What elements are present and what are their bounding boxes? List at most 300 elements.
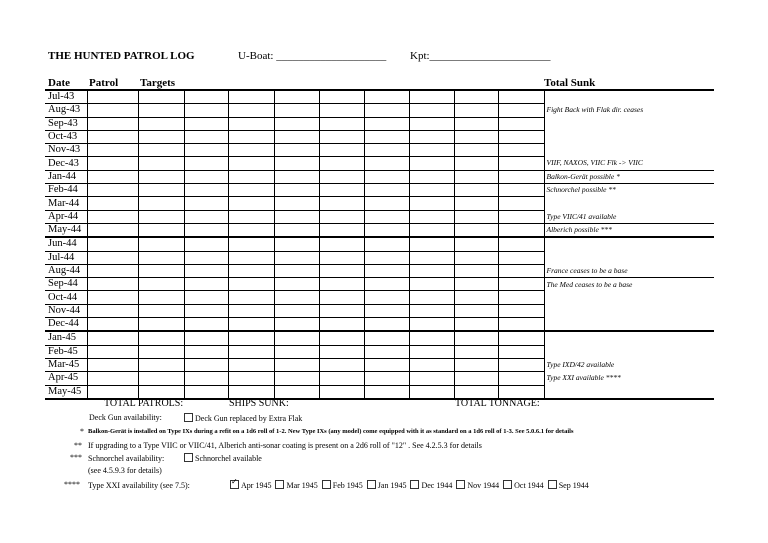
type-xxi-option-label: Mar 1945 [286,481,318,490]
patrol-cell[interactable] [87,130,138,143]
target-cell[interactable] [454,291,498,304]
type-xxi-checkbox[interactable] [322,480,331,489]
target-cell[interactable] [274,278,319,291]
deck-gun-checkbox[interactable] [184,413,193,422]
target-cell[interactable] [364,90,409,104]
target-cell[interactable] [409,90,454,104]
target-cell[interactable] [228,157,274,170]
target-cell[interactable] [454,184,498,197]
target-cell[interactable] [409,318,454,332]
target-cell[interactable] [274,304,319,317]
target-cell[interactable] [319,304,364,317]
type-xxi-checkbox[interactable] [503,480,512,489]
deck-gun-option[interactable] [184,413,302,423]
target-cell[interactable] [228,210,274,223]
target-cell[interactable] [454,144,498,157]
target-cell[interactable] [409,104,454,117]
target-cell[interactable] [274,237,319,251]
target-cell[interactable] [228,104,274,117]
target-cell[interactable] [498,237,544,251]
patrol-cell[interactable] [87,170,138,183]
target-cell[interactable] [498,278,544,291]
target-cell[interactable] [364,372,409,385]
target-cell[interactable] [498,358,544,371]
target-cell[interactable] [184,345,228,358]
target-cell[interactable] [364,144,409,157]
target-cell[interactable] [454,264,498,277]
target-cell[interactable] [364,170,409,183]
target-cell[interactable] [409,251,454,264]
target-cell[interactable] [274,345,319,358]
target-cell[interactable] [228,304,274,317]
target-cell[interactable] [364,291,409,304]
target-cell[interactable] [274,157,319,170]
target-cell[interactable] [364,157,409,170]
total-sunk-column-header: Total Sunk [544,77,596,89]
target-cell[interactable] [138,210,184,223]
patrol-cell[interactable] [87,304,138,317]
target-cell[interactable] [184,331,228,345]
log-date-cell: Dec-44 [45,318,87,332]
target-cell[interactable] [409,345,454,358]
log-row [45,358,714,371]
target-cell[interactable] [409,237,454,251]
log-note-cell [544,144,714,157]
target-cell[interactable] [319,90,364,104]
target-cell[interactable] [409,170,454,183]
target-cell[interactable] [184,237,228,251]
target-cell[interactable] [138,144,184,157]
target-cell[interactable] [454,372,498,385]
log-date-cell: Sep-44 [45,278,87,291]
target-cell[interactable] [319,345,364,358]
target-cell[interactable] [184,117,228,130]
target-cell[interactable] [138,345,184,358]
target-cell[interactable] [138,170,184,183]
patrol-cell[interactable] [87,251,138,264]
target-cell[interactable] [498,318,544,332]
patrol-cell[interactable] [87,104,138,117]
target-cell[interactable] [364,264,409,277]
log-row [45,278,714,291]
target-cell[interactable] [498,210,544,223]
target-cell[interactable] [274,372,319,385]
page-title: THE HUNTED PATROL LOG [48,50,195,62]
target-cell[interactable] [409,157,454,170]
target-cell[interactable] [138,304,184,317]
target-cell[interactable] [228,170,274,183]
target-cell[interactable] [184,184,228,197]
log-date-cell: Apr-44 [45,210,87,223]
target-cell[interactable] [454,197,498,210]
target-cell[interactable] [228,264,274,277]
target-cell[interactable] [498,264,544,277]
target-cell[interactable] [274,331,319,345]
target-cell[interactable] [228,372,274,385]
target-cell[interactable] [454,331,498,345]
target-cell[interactable] [319,144,364,157]
target-cell[interactable] [138,264,184,277]
target-cell[interactable] [319,117,364,130]
target-cell[interactable] [228,331,274,345]
patrol-cell[interactable] [87,210,138,223]
target-cell[interactable] [454,170,498,183]
log-note-cell: Fight Back with Flak dir. ceases [544,104,714,117]
target-cell[interactable] [138,184,184,197]
patrol-cell[interactable] [87,157,138,170]
log-note-cell: Type VIIC/41 available [544,210,714,223]
target-cell[interactable] [228,197,274,210]
deck-gun-label: Deck Gun availability: [89,413,162,422]
target-cell[interactable] [228,278,274,291]
log-row [45,291,714,304]
target-cell[interactable] [364,210,409,223]
type-xxi-option[interactable] [456,480,499,490]
schnorchel-option[interactable] [184,453,262,463]
target-cell[interactable] [454,237,498,251]
target-cell[interactable] [228,90,274,104]
target-cell[interactable] [274,264,319,277]
patrol-cell[interactable] [87,331,138,345]
log-row [45,372,714,385]
patrol-cell[interactable] [87,237,138,251]
target-cell[interactable] [184,130,228,143]
target-cell[interactable] [184,90,228,104]
log-row [45,90,714,104]
type-xxi-option[interactable] [230,480,271,490]
type-xxi-checkbox[interactable] [230,480,239,489]
target-cell[interactable] [364,331,409,345]
target-cell[interactable] [364,130,409,143]
target-cell[interactable] [228,318,274,332]
log-date-cell: Aug-43 [45,104,87,117]
target-cell[interactable] [498,144,544,157]
uboat-field[interactable]: U-Boat: ____________________ [238,50,387,62]
target-cell[interactable] [364,223,409,237]
log-note-cell: Schnorchel possible ** [544,184,714,197]
target-cell[interactable] [184,304,228,317]
target-cell[interactable] [228,223,274,237]
target-cell[interactable] [184,157,228,170]
target-cell[interactable] [319,197,364,210]
target-cell[interactable] [409,130,454,143]
target-cell[interactable] [364,104,409,117]
target-cell[interactable] [498,157,544,170]
target-cell[interactable] [409,223,454,237]
target-cell[interactable] [274,223,319,237]
target-cell[interactable] [274,144,319,157]
target-cell[interactable] [409,358,454,371]
target-cell[interactable] [454,117,498,130]
target-cell[interactable] [138,223,184,237]
log-date-cell: Mar-44 [45,197,87,210]
target-cell[interactable] [454,251,498,264]
target-cell[interactable] [319,251,364,264]
target-cell[interactable] [184,104,228,117]
target-cell[interactable] [364,304,409,317]
type-xxi-option[interactable] [548,480,589,490]
target-cell[interactable] [274,291,319,304]
target-cell[interactable] [138,385,184,399]
target-cell[interactable] [364,237,409,251]
target-cell[interactable] [454,104,498,117]
target-cell[interactable] [138,251,184,264]
target-cell[interactable] [319,170,364,183]
target-cell[interactable] [228,291,274,304]
patrol-cell[interactable] [87,184,138,197]
target-cell[interactable] [319,372,364,385]
target-cell[interactable] [274,385,319,399]
target-cell[interactable] [138,372,184,385]
target-cell[interactable] [228,358,274,371]
patrol-cell[interactable] [87,90,138,104]
target-cell[interactable] [364,345,409,358]
log-note-cell: VIIF, NAXOS, VIIC Flk -> VIIC [544,157,714,170]
target-cell[interactable] [138,117,184,130]
target-cell[interactable] [454,345,498,358]
log-row [45,184,714,197]
target-cell[interactable] [228,130,274,143]
type-xxi-checkbox[interactable] [456,480,465,489]
target-cell[interactable] [409,210,454,223]
target-cell[interactable] [274,184,319,197]
patrol-cell[interactable] [87,278,138,291]
log-date-cell: May-44 [45,223,87,237]
target-cell[interactable] [184,210,228,223]
target-cell[interactable] [498,130,544,143]
target-cell[interactable] [409,331,454,345]
target-cell[interactable] [138,358,184,371]
target-cell[interactable] [498,117,544,130]
target-cell[interactable] [319,331,364,345]
log-row [45,331,714,345]
target-cell[interactable] [184,223,228,237]
target-cell[interactable] [274,197,319,210]
target-cell[interactable] [228,184,274,197]
footnote-2-mark: ** [74,441,82,450]
target-cell[interactable] [274,170,319,183]
target-cell[interactable] [409,264,454,277]
target-cell[interactable] [409,372,454,385]
target-cell[interactable] [364,385,409,399]
target-cell[interactable] [454,157,498,170]
target-cell[interactable] [498,184,544,197]
log-row [45,197,714,210]
target-cell[interactable] [138,157,184,170]
target-cell[interactable] [228,251,274,264]
target-cell[interactable] [274,358,319,371]
target-cell[interactable] [454,318,498,332]
log-row [45,304,714,317]
target-cell[interactable] [319,278,364,291]
target-cell[interactable] [319,223,364,237]
target-cell[interactable] [274,318,319,332]
target-cell[interactable] [274,117,319,130]
log-date-cell: Oct-44 [45,291,87,304]
target-cell[interactable] [364,278,409,291]
target-cell[interactable] [364,318,409,332]
target-cell[interactable] [409,197,454,210]
target-cell[interactable] [498,304,544,317]
target-cell[interactable] [138,291,184,304]
target-cell[interactable] [184,372,228,385]
type-xxi-option[interactable] [410,480,452,490]
log-note-cell [544,237,714,251]
target-cell[interactable] [138,278,184,291]
target-cell[interactable] [409,291,454,304]
log-row [45,345,714,358]
patrol-cell[interactable] [87,372,138,385]
target-cell[interactable] [184,318,228,332]
date-column-header: Date [48,77,70,89]
target-cell[interactable] [364,184,409,197]
target-cell[interactable] [138,197,184,210]
schnorchel-label: Schnorchel availability: [88,454,165,463]
target-cell[interactable] [138,90,184,104]
target-cell[interactable] [184,358,228,371]
target-cell[interactable] [319,184,364,197]
patrol-log-table [45,89,714,400]
target-cell[interactable] [319,385,364,399]
target-cell[interactable] [184,278,228,291]
target-cell[interactable] [228,117,274,130]
target-cell[interactable] [184,170,228,183]
target-cell[interactable] [228,385,274,399]
type-xxi-option-label: Oct 1944 [514,481,544,490]
target-cell[interactable] [184,264,228,277]
target-cell[interactable] [409,278,454,291]
schnorchel-checkbox[interactable] [184,453,193,462]
target-cell[interactable] [498,104,544,117]
log-date-cell: Dec-43 [45,157,87,170]
type-xxi-option[interactable] [503,480,544,490]
log-date-cell: Jul-44 [45,251,87,264]
target-cell[interactable] [319,264,364,277]
target-cell[interactable] [184,144,228,157]
patrol-cell[interactable] [87,264,138,277]
target-cell[interactable] [138,318,184,332]
target-cell[interactable] [319,210,364,223]
log-row [45,251,714,264]
target-cell[interactable] [409,184,454,197]
log-note-cell [544,117,714,130]
patrol-cell[interactable] [87,144,138,157]
log-date-cell: Jun-44 [45,237,87,251]
patrol-column-header: Patrol [89,77,119,89]
target-cell[interactable] [498,372,544,385]
type-xxi-checkbox[interactable] [548,480,557,489]
patrol-cell[interactable] [87,358,138,371]
log-note-cell: Alberich possible *** [544,223,714,237]
target-cell[interactable] [228,144,274,157]
target-cell[interactable] [274,90,319,104]
target-cell[interactable] [498,331,544,345]
patrol-cell[interactable] [87,197,138,210]
target-cell[interactable] [409,385,454,399]
target-cell[interactable] [228,237,274,251]
target-cell[interactable] [319,130,364,143]
target-cell[interactable] [454,385,498,399]
target-cell[interactable] [498,291,544,304]
type-xxi-option[interactable] [367,480,407,490]
target-cell[interactable] [364,117,409,130]
kpt-field[interactable]: Kpt:______________________ [410,50,551,62]
target-cell[interactable] [454,130,498,143]
target-cell[interactable] [454,278,498,291]
target-cell[interactable] [498,345,544,358]
schnorchel-sub: (see 4.5.9.3 for details) [88,466,162,475]
log-date-cell: May-45 [45,385,87,399]
target-cell[interactable] [138,130,184,143]
target-cell[interactable] [454,304,498,317]
patrol-cell[interactable] [87,291,138,304]
target-cell[interactable] [454,358,498,371]
target-cell[interactable] [319,157,364,170]
target-cell[interactable] [319,237,364,251]
patrol-cell[interactable] [87,385,138,399]
log-row [45,104,714,117]
target-cell[interactable] [184,291,228,304]
target-cell[interactable] [184,251,228,264]
target-cell[interactable] [498,251,544,264]
target-cell[interactable] [274,104,319,117]
target-cell[interactable] [498,90,544,104]
target-cell[interactable] [409,117,454,130]
target-cell[interactable] [364,197,409,210]
patrol-cell[interactable] [87,223,138,237]
target-cell[interactable] [498,223,544,237]
target-cell[interactable] [364,358,409,371]
target-cell[interactable] [498,170,544,183]
target-cell[interactable] [138,331,184,345]
target-cell[interactable] [274,130,319,143]
patrol-cell[interactable] [87,117,138,130]
target-cell[interactable] [319,318,364,332]
footnote-2-text: If upgrading to a Type VIIC or VIIC/41, Alberich anti-sonar coating is present on a 2d6 roll of "12" . See 4.2.5.3 for details [88,441,482,450]
type-xxi-option[interactable] [275,480,317,490]
target-cell[interactable] [454,90,498,104]
target-cell[interactable] [409,304,454,317]
type-xxi-checkbox[interactable] [410,480,419,489]
target-cell[interactable] [319,104,364,117]
target-cell[interactable] [454,210,498,223]
target-cell[interactable] [319,291,364,304]
log-row [45,157,714,170]
target-cell[interactable] [184,197,228,210]
type-xxi-option-label: Sep 1944 [558,481,589,490]
patrol-cell[interactable] [87,318,138,332]
target-cell[interactable] [454,223,498,237]
log-note-cell: Type XXI available **** [544,372,714,385]
target-cell[interactable] [228,345,274,358]
target-cell[interactable] [319,358,364,371]
log-row [45,318,714,332]
target-cell[interactable] [184,385,228,399]
patrol-cell[interactable] [87,345,138,358]
type-xxi-checkbox[interactable] [275,480,284,489]
target-cell[interactable] [274,210,319,223]
type-xxi-checkbox[interactable] [367,480,376,489]
target-cell[interactable] [409,144,454,157]
target-cell[interactable] [138,104,184,117]
log-row [45,385,714,399]
target-cell[interactable] [498,385,544,399]
target-cell[interactable] [498,197,544,210]
type-xxi-option[interactable] [322,480,363,490]
target-cell[interactable] [274,251,319,264]
target-cell[interactable] [364,251,409,264]
target-cell[interactable] [138,237,184,251]
